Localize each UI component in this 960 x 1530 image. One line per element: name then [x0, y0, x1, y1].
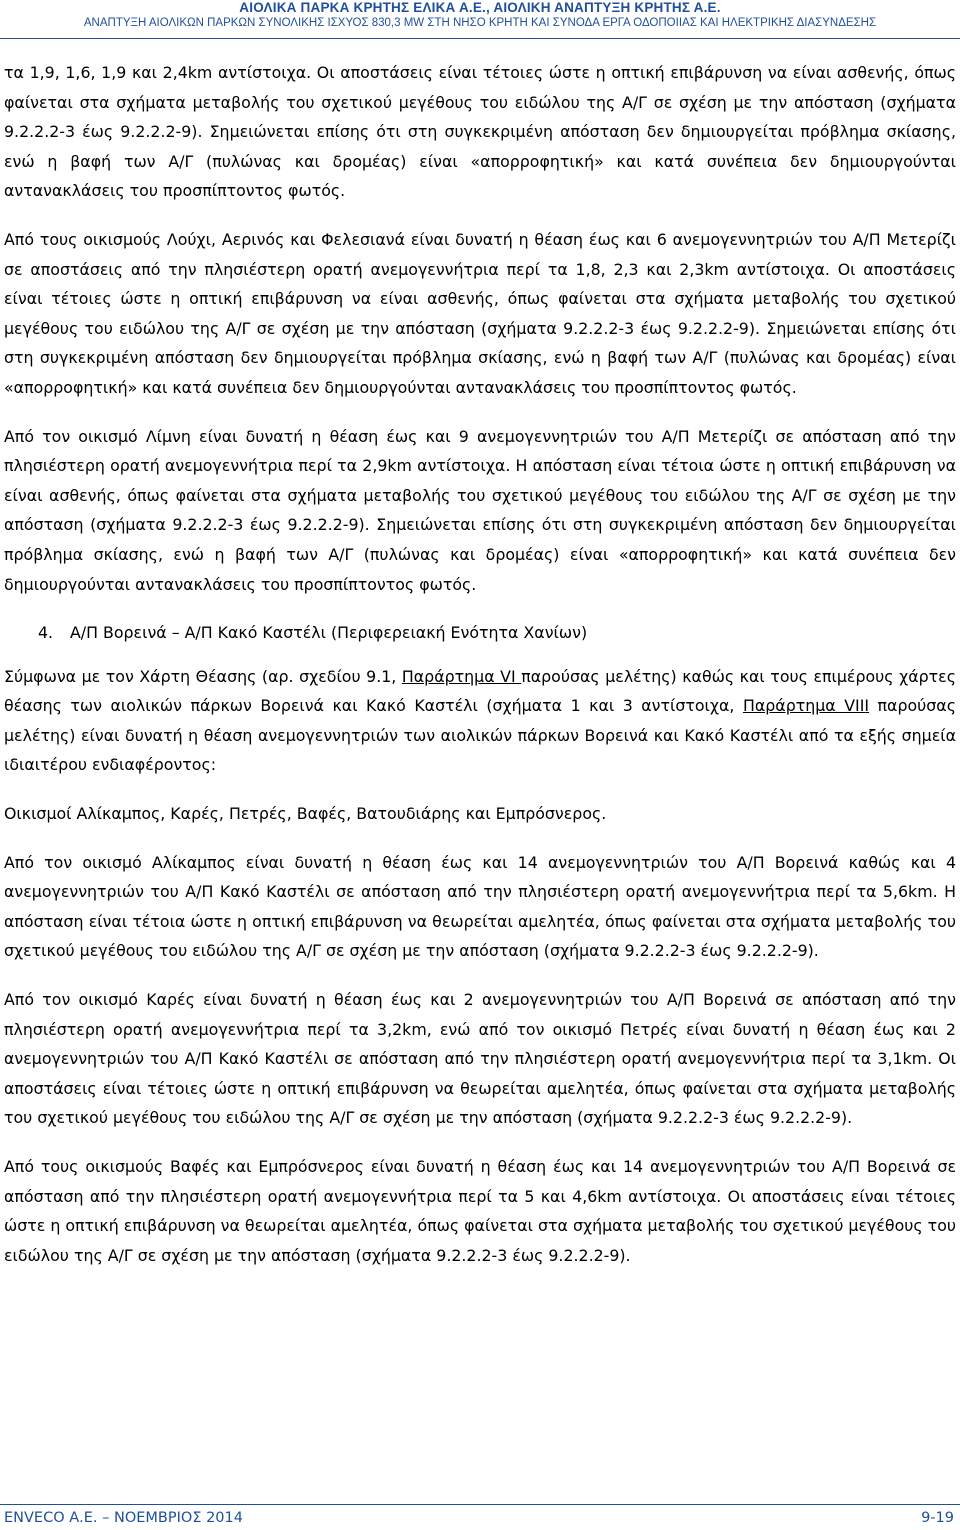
section-number: 4.: [38, 623, 54, 643]
paragraph-7: Από τον οικισμό Καρές είναι δυνατή η θέαση έως και 2 ανεμογεννητριών του Α/Π Βορεινά σε απόσταση από την πλησιέστερη ορατή ανεμογεννήτρια περί τα 3,2km, ενώ από τον οικισμό Πετρές είναι δυνατή η θέαση έως και 2 ανεμογεννητριών του Α/Π Κακό Καστέλι σε απόσταση από την πλησιέστερη ορατή ανεμογεννήτρια περί τα 3,1km. Οι αποστάσεις είναι τέτοιες ώστε η οπτική επιβάρυνση να θεωρείται αμελητέα, όπως φαίνεται στα σχήματα μεταβολής του σχετικού μεγέθους του ειδώλου της Α/Γ σε σχέση με την απόσταση (σχήματα 9.2.2.2-3 έως 9.2.2.2-9).: [4, 990, 956, 1128]
paragraph-4: [4, 662, 956, 780]
header-divider: [0, 38, 960, 39]
paragraph-8: Από τους οικισμούς Βαφές και Εμπρόσνερος είναι δυνατή η θέαση έως και 14 ανεμογεννητριών του Α/Π Βορεινά σε απόσταση από την πλησιέστερη ορατή ανεμογεννήτρια περί τα 5 και 4,6km αντίστοιχα. Οι αποστάσεις είναι τέτοιες ώστε η οπτική επιβάρυνση να θεωρείται αμελητέα, όπως φαίνεται στα σχήματα μεταβολής του σχετικού μεγέθους του ειδώλου της Α/Γ σε σχέση με την απόσταση (σχήματα 9.2.2.2-3 έως 9.2.2.2-9).: [4, 1157, 956, 1265]
page-number: 9-19: [921, 1510, 954, 1526]
document-body: [4, 58, 956, 1289]
appendix-vi-link[interactable]: Παράρτημα VI: [401, 666, 522, 686]
paragraph-3: Από τον οικισμό Λίμνη είναι δυνατή η θέαση έως και 9 ανεμογεννητριών του Α/Π Μετερίζι σε απόσταση από την πλησιέστερη ορατή ανεμογεννήτρια περί τα 2,9km αντίστοιχα. Η απόσταση είναι τέτοια ώστε η οπτική επιβάρυνση να είναι ασθενής, όπως φαίνεται στα σχήματα μεταβολής του σχετικού μεγέθους του ειδώλου της Α/Γ σε σχέση με την απόσταση (σχήματα 9.2.2.2-3 έως 9.2.2.2-9). Σημειώνεται επίσης ότι στη συγκεκριμένη απόσταση δεν δημιουργείται πρόβλημα σκίασης, ενώ η βαφή των Α/Γ (πυλώνας και δρομέας) είναι «απορροφητική» και κατά συνέπεια δεν δημιουργούνται αντανακλάσεις του προσπίπτοντος φωτός.: [4, 426, 956, 594]
section-title: Α/Π Βορεινά – Α/Π Κακό Καστέλι (Περιφερειακή Ενότητα Χανίων): [70, 623, 588, 643]
paragraph-5: Οικισμοί Αλίκαμπος, Καρές, Πετρές, Βαφές, Βατουδιάρης και Εμπρόσνερος.: [4, 804, 607, 824]
paragraph-2: Από τους οικισμούς Λούχι, Αερινός και Φελεσιανά είναι δυνατή η θέαση έως και 6 ανεμογεννητριών του Α/Π Μετερίζι σε αποστάσεις από την πλησιέστερη ορατή ανεμογεννήτρια περί τα 1,8, 2,3 και 2,3km αντίστοιχα. Οι αποστάσεις είναι τέτοιες ώστε η οπτική επιβάρυνση να είναι ασθενής, όπως φαίνεται στα σχήματα μεταβολής του σχετικού μεγέθους του ειδώλου της Α/Γ σε σχέση με την απόσταση (σχήματα 9.2.2.2-3 έως 9.2.2.2-9). Σημειώνεται επίσης ότι στη συγκεκριμένη απόσταση δεν δημιουργείται πρόβλημα σκίασης, ενώ η βαφή των Α/Γ (πυλώνας και δρομέας) είναι «απορροφητική» και κατά συνέπεια δεν δημιουργούνται αντανακλάσεις του προσπίπτοντος φωτός.: [4, 229, 956, 397]
page-header: [0, 0, 960, 40]
appendix-viii-link[interactable]: Παράρτημα VIII: [742, 696, 870, 716]
page-footer: [0, 1504, 960, 1530]
section-heading: [4, 618, 956, 648]
footer-company: ENVECO Α.Ε. – ΝΟΕΜΒΡΙΟΣ 2014: [4, 1510, 243, 1526]
paragraph-4-text-b: παρούσας μελέτης) καθώς και τους επιμέρους χάρτες θέασης των αιολικών πάρκων Βορεινά και Κακό Καστέλι (σχήματα 1 και 3 αντίστοιχα,: [4, 666, 956, 716]
paragraph-6: Από τον οικισμό Αλίκαμπος είναι δυνατή η θέαση έως και 14 ανεμογεννητριών του Α/Π Βορεινά καθώς και 4 ανεμογεννητριών του Α/Π Κακό Καστέλι σε απόσταση από την πλησιέστερη ορατή ανεμογεννήτρια περί τα 5,6km. Η απόσταση είναι τέτοια ώστε η οπτική επιβάρυνση να θεωρείται αμελητέα, όπως φαίνεται στα σχήματα μεταβολής του σχετικού μεγέθους του ειδώλου της Α/Γ σε σχέση με την απόσταση (σχήματα 9.2.2.2-3 έως 9.2.2.2-9).: [4, 852, 956, 961]
header-title: ΑΙΟΛΙΚΑ ΠΑΡΚΑ ΚΡΗΤΗΣ ΕΛΙΚΑ Α.Ε., ΑΙΟΛΙΚΗ ΑΝΑΠΤΥΞΗ ΚΡΗΤΗΣ Α.Ε.: [239, 0, 721, 15]
paragraph-1: τα 1,9, 1,6, 1,9 και 2,4km αντίστοιχα. Οι αποστάσεις είναι τέτοιες ώστε η οπτική επιβάρυνση να είναι ασθενής, όπως φαίνεται στα σχήματα μεταβολής του σχετικού μεγέθους του ειδώλου της Α/Γ σε σχέση με την απόσταση (σχήματα 9.2.2.2-3 έως 9.2.2.2-9). Σημειώνεται επίσης ότι στη συγκεκριμένη απόσταση δεν δημιουργείται πρόβλημα σκίασης, ενώ η βαφή των Α/Γ (πυλώνας και δρομέας) είναι «απορροφητική» και κατά συνέπεια δεν δημιουργούνται αντανακλάσεις του προσπίπτοντος φωτός.: [4, 63, 956, 201]
paragraph-4-text-c: παρούσας μελέτης) είναι δυνατή η θέαση ανεμογεννητριών των αιολικών πάρκων Βορεινά και Κακό Καστέλι από τα εξής σημεία ιδιαιτέρου ενδιαφέροντος:: [4, 696, 956, 775]
paragraph-4-text-a: Σύμφωνα με τον Χάρτη Θέασης (αρ. σχεδίου 9.1,: [4, 666, 402, 686]
footer-divider: [0, 1504, 960, 1505]
header-subtitle: ΑΝΑΠΤΥΞΗ ΑΙΟΛΙΚΩΝ ΠΑΡΚΩΝ ΣΥΝΟΛΙΚΗΣ ΙΣΧΥΟΣ 830,3 MW ΣΤΗ ΝΗΣΟ ΚΡΗΤΗ ΚΑΙ ΣΥΝΟΔΑ ΕΡΓΑ ΟΔΟΠΟΙΙΑΣ ΚΑΙ ΗΛΕΚΤΡΙΚΗΣ ΔΙΑΣΥΝΔΕΣΗΣ: [83, 17, 877, 29]
